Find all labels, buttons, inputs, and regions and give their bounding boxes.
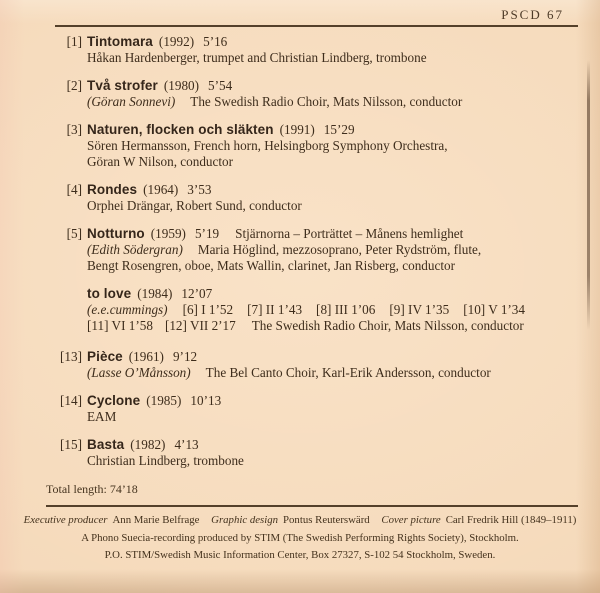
credit-item [24,514,200,526]
footer-credits [22,512,578,565]
catalog-number: PSCD 67 [501,7,564,22]
track-title-line [87,226,578,242]
track-title-line [87,78,578,94]
track-duration: 3’53 [187,182,212,197]
cycle-movements-line2 [87,318,578,334]
track-body [87,34,578,66]
track-year: (1991) [279,122,315,137]
track-title-line [87,34,578,50]
movement: [10] V 1’34 [463,302,525,317]
track-row [52,182,578,214]
track-title-line [87,349,578,365]
track-row [52,349,578,381]
track-duration: 5’19 [194,226,220,241]
movement: [9] IV 1’35 [389,302,450,317]
track-title: Rondes [87,182,138,197]
credit-value: Pontus Reuterswärd [283,514,370,526]
track-title-line [87,393,578,409]
track-performers: Christian Lindberg, trombone [87,453,244,468]
track-title-line [87,182,578,198]
total-length: Total length: 74’18 [46,482,138,496]
track-performers: Göran W Nilson, conductor [87,154,234,169]
credit-label: Graphic design [211,514,279,526]
track-body [87,437,578,469]
performers-text: The Swedish Radio Choir, Mats Nilsson, conductor [251,318,524,333]
track-row [52,122,578,170]
movement: [7] II 1’43 [247,302,303,317]
cycle-title-line [87,286,578,302]
track-performers: Sören Hermansson, French horn, Helsingborg Symphony Orchestra, [87,138,448,153]
track-body [87,226,578,274]
footer-line-2: A Phono Suecia-recording produced by STIM (The Swedish Performing Rights Society), Stockholm. [81,531,519,544]
track-number: [4] [66,182,82,197]
track-body [87,78,578,110]
track-title: Basta [87,437,125,452]
track-number: [5] [66,226,82,241]
track-number: [3] [66,122,82,137]
track-performers: Orphei Drängar, Robert Sund, conductor [87,198,302,213]
track-body [87,122,578,170]
performers-text: The Bel Canto Choir, Karl-Erik Andersson, conductor [205,365,491,380]
track-duration: 4’13 [174,437,199,452]
track-row [52,437,578,469]
track-performers [87,94,578,110]
track-performers: Håkan Hardenberger, trumpet and Christian Lindberg, trombone [87,50,427,65]
track-year: (1992) [158,34,195,49]
track-title: Tintomara [87,34,153,49]
movement: [8] III 1’06 [316,302,376,317]
credit-label: Executive producer [23,514,108,526]
cycle-duration: 12’07 [181,286,213,301]
track-performers: Bengt Rosengren, oboe, Mats Wallin, clarinet, Jan Risberg, conductor [87,258,455,273]
track-subtitle: Stjärnorna – Porträttet – Månens hemlighet [235,226,464,241]
track-row [52,78,578,110]
credit-item [211,514,370,526]
footer-line-3: P.O. STIM/Swedish Music Information Center, Box 27327, S-102 54 Stockholm, Sweden. [104,549,496,561]
tracklist [46,34,578,497]
poet-credit: (e.e.cummings) [87,302,168,317]
track-number: [15] [60,437,82,452]
track-year: (1959) [150,226,186,241]
credit-value: Ann Marie Belfrage [112,514,200,526]
cycle-row [52,286,578,334]
track-body [87,182,578,214]
track-year: (1961) [128,349,164,364]
track-title-line [87,437,578,453]
track-duration: 10’13 [190,393,222,408]
track-number: [2] [66,78,82,93]
poet-credit: (Göran Sonnevi) [87,94,176,109]
track-year: (1980) [163,78,200,93]
track-row [52,34,578,66]
track-performers [87,242,578,258]
track-duration: 15’29 [323,122,355,137]
track-year: (1982) [130,437,166,452]
cycle-year: (1984) [137,286,173,301]
credit-value: Carl Fredrik Hill (1849–1911) [445,514,577,526]
movement: [11] VI 1’58 [87,318,153,333]
track-row [52,393,578,425]
movement: [12] VII 2’17 [164,318,236,333]
track-body [87,393,578,425]
track-performers [87,365,578,381]
track-number-empty [52,286,82,334]
track-title: Naturen, flocken och släkten [87,122,274,137]
movement: [6] I 1’52 [182,302,234,317]
track-duration: 9’12 [172,349,198,364]
track-title-line [87,122,578,138]
track-title: Notturno [87,226,145,241]
bottom-rule [46,505,578,507]
performers-text: The Swedish Radio Choir, Mats Nilsson, conductor [190,94,463,109]
cycle-movements-line1 [87,302,578,318]
performers-text: Maria Höglind, mezzosoprano, Peter Rydström, flute, [197,242,482,257]
cycle-body [87,286,578,334]
track-number: [1] [66,34,82,49]
credit-item [381,514,576,526]
credits-line [22,512,578,530]
track-body [87,349,578,381]
cycle-title: to love [87,286,132,301]
track-year: (1964) [143,182,179,197]
scan-edge-shadow [587,60,590,330]
poet-credit: (Edith Södergran) [87,242,183,257]
credit-label: Cover picture [381,514,441,526]
track-year: (1985) [146,393,182,408]
track-duration: 5’54 [208,78,233,93]
poet-credit: (Lasse O’Månsson) [87,365,191,380]
track-number: [13] [60,349,82,364]
track-title: Cyclone [87,393,141,408]
track-title: Två strofer [87,78,158,93]
top-rule [55,25,578,27]
track-row [52,226,578,274]
track-title: Pièce [87,349,123,364]
track-duration: 5’16 [203,34,228,49]
track-number: [14] [60,393,82,408]
track-performers: EAM [87,409,117,424]
